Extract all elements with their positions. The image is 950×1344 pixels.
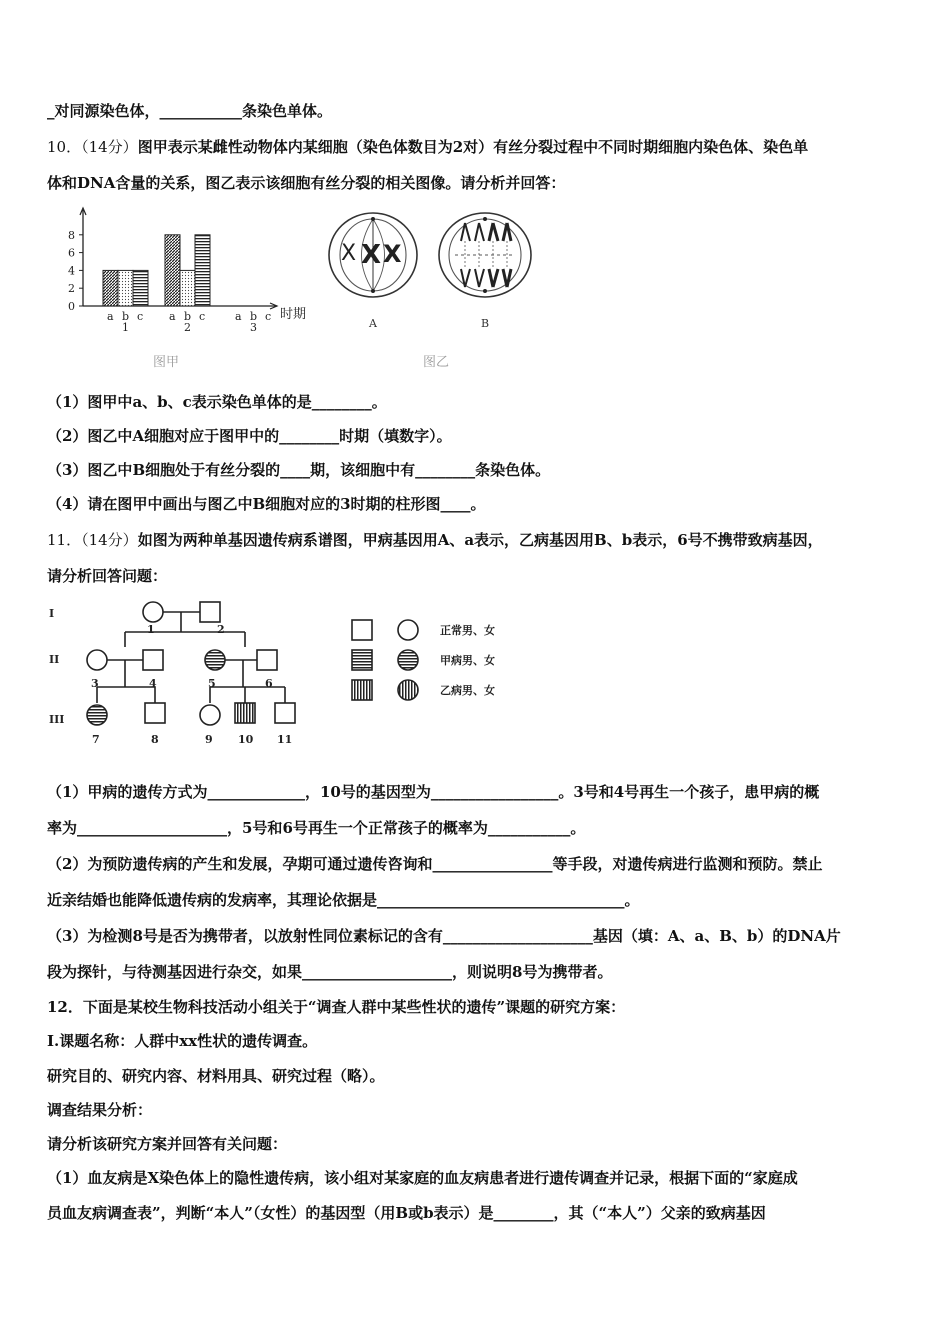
pedigree-chart bbox=[45, 595, 525, 760]
question-12-title: 12．下面是某校生物科技活动小组关于“调查人群中某些性状的遗传”课题的研究方案： bbox=[47, 998, 626, 1016]
bar-sub-label: b bbox=[184, 310, 192, 323]
x-axis-title: 时期 bbox=[280, 307, 307, 322]
legend-jia-female bbox=[398, 650, 418, 670]
figure-jia-chart bbox=[55, 205, 325, 375]
member-number: 5 bbox=[208, 677, 216, 690]
legend-normal-female bbox=[398, 620, 418, 640]
y-tick-label: 6 bbox=[68, 246, 75, 260]
bar-b-period-2 bbox=[180, 270, 195, 306]
text-line: _对同源染色体，___________条染色单体。 bbox=[47, 102, 333, 120]
question-10-header bbox=[47, 137, 910, 157]
member-number: 2 bbox=[217, 623, 225, 636]
member-number: 8 bbox=[151, 733, 159, 746]
period-label: 1 bbox=[122, 321, 129, 334]
legend-normal-male bbox=[352, 620, 372, 640]
y-tick-label: 0 bbox=[68, 300, 75, 313]
bar-sub-label: b bbox=[250, 310, 258, 323]
member-number: 3 bbox=[91, 677, 99, 690]
text-line: 请分析该研究方案并回答有关问题： bbox=[47, 1135, 288, 1153]
member-number: 7 bbox=[92, 733, 100, 746]
pedigree-member-6 bbox=[257, 650, 277, 670]
svg-text:X: X bbox=[361, 240, 382, 270]
pedigree-member-5 bbox=[205, 650, 225, 670]
bar-c-period-2 bbox=[195, 235, 210, 306]
question-text: 图甲表示某雌性动物体内某细胞（染色体数目为2对）有丝分裂过程中不同时期细胞内染色体、染色单 bbox=[137, 138, 809, 156]
bar-sub-label: c bbox=[265, 310, 272, 323]
text-line: 研究目的、研究内容、材料用具、研究过程（略）。 bbox=[47, 1067, 385, 1085]
text-line: （4）请在图甲中画出与图乙中B细胞对应的3时期的柱形图____。 bbox=[47, 495, 486, 513]
member-number: 6 bbox=[265, 677, 273, 690]
generation-label: III bbox=[49, 713, 65, 726]
figure-jia-caption: 图甲 bbox=[153, 355, 180, 370]
cell-a-label: A bbox=[369, 317, 377, 330]
legend-yi-male bbox=[352, 680, 372, 700]
pedigree-member-10 bbox=[235, 703, 255, 723]
bar-sub-label: a bbox=[107, 310, 114, 323]
member-number: 10 bbox=[238, 733, 254, 746]
question-text: 如图为两种单基因遗传病系谱图，甲病基因用A、a表示，乙病基因用B、b表示，6号不携带致病基因， bbox=[137, 531, 823, 549]
text-line: （1）图甲中a、b、c表示染色单体的是________。 bbox=[47, 393, 387, 411]
pedigree-member-4 bbox=[143, 650, 163, 670]
bar-sub-label: a bbox=[169, 310, 176, 323]
cell-b-label: B bbox=[481, 317, 490, 330]
text-line: （3）图乙中B细胞处于有丝分裂的____期，该细胞中有________条染色体。 bbox=[47, 461, 551, 479]
y-tick-label: 8 bbox=[68, 228, 75, 242]
legend-label: 乙病男、女 bbox=[440, 684, 495, 697]
member-number: 9 bbox=[205, 733, 213, 746]
text-line: 员血友病调查表”，判断“本人”（女性）的基因型（用B或b表示）是________，其（“本人”）父亲的致病基因 bbox=[47, 1204, 766, 1222]
text-line: （2）图乙中A细胞对应于图甲中的________时期（填数字）。 bbox=[47, 427, 452, 445]
pedigree-member-11 bbox=[275, 703, 295, 723]
pedigree-member-8 bbox=[145, 703, 165, 723]
question-11-header bbox=[47, 530, 910, 550]
question-number: 11．（14分） bbox=[47, 531, 138, 549]
bar-sub-label: a bbox=[235, 310, 242, 323]
text-line: 率为____________________，5号和6号再生一个正常孩子的概率为___________。 bbox=[47, 819, 586, 837]
text-line: 调查结果分析： bbox=[47, 1101, 153, 1119]
generation-label: I bbox=[49, 607, 55, 620]
legend-jia-male bbox=[352, 650, 372, 670]
y-tick-label: 4 bbox=[68, 264, 75, 278]
member-number: 11 bbox=[277, 733, 293, 746]
figure-yi-caption: 图乙 bbox=[423, 355, 450, 370]
pedigree-member-3 bbox=[87, 650, 107, 670]
bar-c-period-1 bbox=[133, 270, 148, 306]
y-tick-label: 2 bbox=[68, 282, 75, 296]
text-line: 体和DNA含量的关系，图乙表示该细胞有丝分裂的相关图像。请分析并回答： bbox=[47, 174, 566, 192]
text-line: （1）甲病的遗传方式为_____________，10号的基因型为_________________。3号和4号再生一个孩子，患甲病的概 bbox=[47, 783, 820, 801]
pedigree-member-1 bbox=[143, 602, 163, 622]
bar-b-period-1 bbox=[118, 270, 133, 306]
period-label: 2 bbox=[184, 321, 191, 334]
text-line: 段为探针，与待测基因进行杂交，如果____________________，则说明8号为携带者。 bbox=[47, 963, 613, 981]
bar-a-period-2 bbox=[165, 235, 180, 306]
legend-label: 甲病男、女 bbox=[440, 654, 495, 667]
text-line: 近亲结婚也能降低遗传病的发病率，其理论依据是_________________________________。 bbox=[47, 891, 640, 909]
legend-label: 正常男、女 bbox=[440, 624, 495, 637]
question-number: 10．（14分） bbox=[47, 138, 138, 156]
legend-yi-female bbox=[398, 680, 418, 700]
text-line: （3）为检测8号是否为携带者，以放射性同位素标记的含有____________________基因（填：A、a、B、b）的DNA片 bbox=[47, 927, 841, 945]
bar-sub-label: c bbox=[137, 310, 144, 323]
member-number: 1 bbox=[147, 623, 155, 636]
pedigree-member-2 bbox=[200, 602, 220, 622]
bar-sub-label: b bbox=[122, 310, 130, 323]
period-label: 3 bbox=[250, 321, 257, 334]
cell-a-image bbox=[329, 213, 417, 297]
pedigree-member-9 bbox=[200, 705, 220, 725]
bar-a-period-1 bbox=[103, 270, 118, 306]
generation-label: II bbox=[49, 653, 60, 666]
figure-yi-cells bbox=[325, 205, 540, 375]
member-number: 4 bbox=[149, 677, 157, 690]
pedigree-member-7 bbox=[87, 705, 107, 725]
text-line: 请分析回答问题： bbox=[47, 567, 168, 585]
text-line: （2）为预防遗传病的产生和发展，孕期可通过遗传咨询和________________等手段，对遗传病进行监测和预防。禁止 bbox=[47, 855, 823, 873]
svg-text:X: X bbox=[383, 240, 402, 268]
svg-text:X: X bbox=[341, 241, 357, 266]
text-line: （1）血友病是X染色体上的隐性遗传病，该小组对某家庭的血友病患者进行遗传调查并记录，根据下面的“家庭成 bbox=[47, 1169, 798, 1187]
cell-b-image bbox=[439, 213, 531, 297]
bar-sub-label: c bbox=[199, 310, 206, 323]
text-line: I.课题名称：人群中xx性状的遗传调查。 bbox=[47, 1032, 318, 1050]
